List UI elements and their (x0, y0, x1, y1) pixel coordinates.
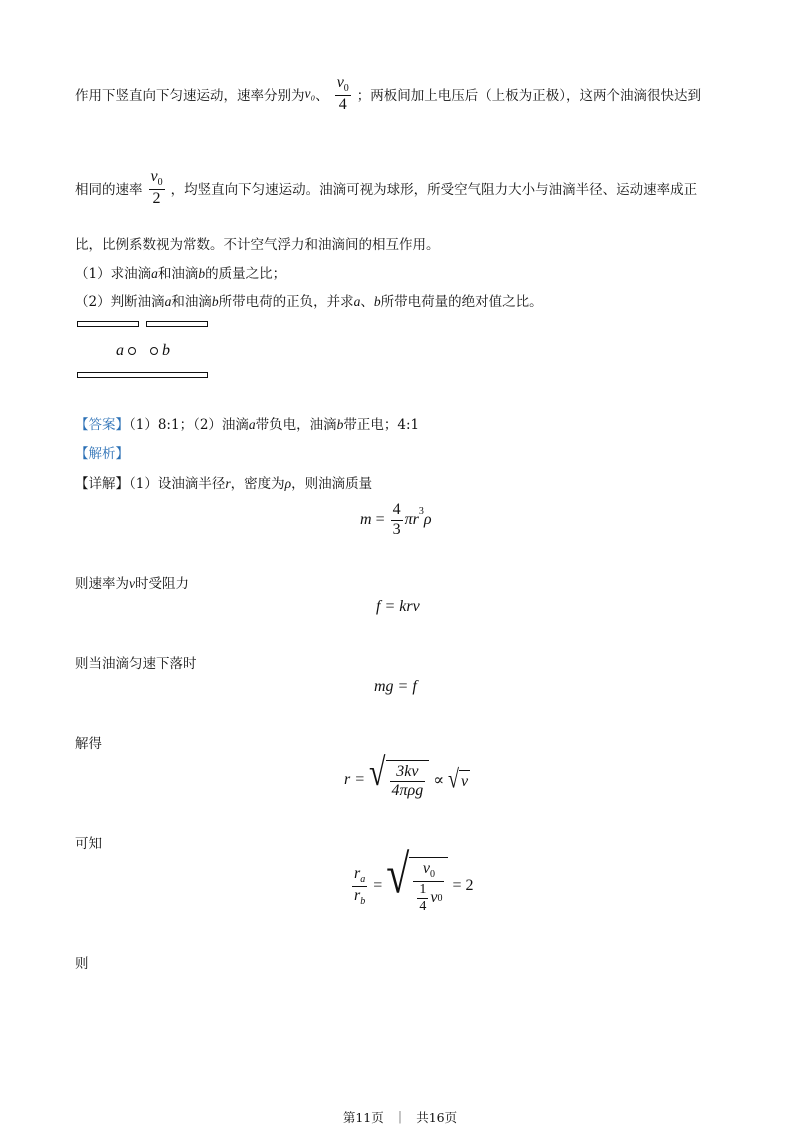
eq-m: m (360, 511, 372, 528)
sub-question-2 (75, 290, 543, 310)
answer-line (75, 413, 419, 433)
fraction-numerator: v (150, 167, 158, 185)
equation-mass (360, 498, 432, 542)
eq-r: r (354, 886, 361, 904)
question-text: ；两板间加上电压后（上板为正极），这两个油滴很快达到 (356, 88, 702, 104)
fraction-denominator: 4 (419, 898, 427, 914)
sub-question-text: （1）求油滴 (75, 266, 152, 282)
then-text: 则 (75, 956, 89, 972)
subscript-a: a (360, 874, 366, 885)
symbol-b: b (336, 417, 344, 432)
top-plate-left (77, 321, 139, 327)
question-line-1 (75, 64, 701, 124)
drop-label-b: b (162, 342, 170, 359)
fraction-ra-over-rb (352, 865, 367, 907)
fraction-3kv-over-4pirhog (390, 763, 426, 801)
eq-equals: = (369, 877, 387, 894)
top-plate-right (146, 321, 208, 327)
fraction-numerator: 3kv (396, 762, 419, 780)
answer-text: 带负电，油滴 (255, 417, 337, 433)
know-text: 可知 (75, 836, 102, 852)
question-text: 作用下竖直向下匀速运动，速率分别为 (75, 88, 305, 104)
fraction-1-over-4 (417, 882, 428, 915)
sqrt-radius (369, 750, 429, 801)
symbol-a: a (353, 294, 361, 309)
fraction-numerator-sub: 0 (157, 177, 163, 189)
oil-drops (116, 342, 170, 360)
eq-equals: = (371, 511, 389, 528)
symbol-b: b (198, 266, 206, 281)
fraction-denominator: 4πρg (391, 782, 424, 799)
fraction-numerator: v (336, 73, 344, 91)
symbol-a: a (151, 266, 158, 281)
page-total: 共16页 (416, 1110, 458, 1125)
eq-v: v (422, 860, 430, 878)
detail-label: 【详解】 (75, 476, 129, 492)
eq-rho: ρ (423, 511, 432, 528)
symbol-r: r (225, 476, 231, 491)
equation-balance: mg = f (374, 678, 417, 695)
fraction-v0-over-4 (335, 74, 351, 114)
fraction-denominator: 4 (338, 95, 347, 113)
subscript-0: 0 (429, 869, 435, 881)
sqrt-sign: √ (386, 845, 410, 906)
question-text: ，均竖直向下匀速运动。油滴可视为球形，所受空气阻力大小与油滴半径、运动速率成正 (170, 182, 698, 198)
subscript-b: b (360, 895, 366, 907)
sqrt-sign: √ (369, 750, 386, 794)
detail-text: 则速率为 (75, 576, 129, 592)
equation-radius (344, 750, 470, 806)
answer-text: （1）8:1；（2）油滴 (129, 417, 249, 433)
separator: 、 (315, 88, 329, 104)
separator: 、 (360, 294, 374, 310)
question-text: 相同的速率 (75, 182, 143, 198)
fraction-v0-over-quarter-v0 (413, 860, 444, 915)
page-number: 第11页 (342, 1110, 384, 1125)
fraction-denominator: 2 (152, 189, 161, 207)
question-line-2 (75, 158, 697, 218)
analysis-label: 【解析】 (75, 446, 129, 462)
fraction-v0-over-2 (149, 168, 165, 208)
symbol-v: v (129, 576, 135, 591)
fraction-numerator: 4 (392, 501, 401, 519)
v0-symbol: v₀ (304, 86, 316, 101)
eq-r: r (354, 864, 361, 882)
detail-text: （1）设油滴半径 (129, 476, 226, 492)
eq-result: = 2 (448, 877, 474, 894)
eq-r: r (412, 511, 419, 528)
symbol-a: a (248, 417, 256, 432)
sub-question-text: 和油滴 (171, 294, 212, 310)
sub-question-text: 的质量之比； (205, 266, 287, 282)
detail-line (75, 472, 372, 492)
equation-ratio (350, 845, 474, 920)
fraction-numerator: 1 (419, 881, 427, 897)
answer-label: 【答案】 (75, 417, 129, 433)
symbol-b: b (373, 294, 381, 309)
fraction-denominator: 3 (392, 520, 401, 538)
page-footer (0, 1108, 800, 1126)
question-line-3: 比，比例系数视为常数。不计空气浮力和油滴间的相互作用。 (75, 237, 440, 253)
oil-drop-b (150, 347, 158, 355)
solve-text: 解得 (75, 736, 102, 752)
eq-pi: π (404, 511, 413, 528)
sqrt-ratio (386, 845, 448, 915)
symbol-b: b (211, 294, 219, 309)
eq-v: v (459, 770, 470, 791)
fraction-4-over-3 (391, 501, 403, 539)
footer-divider: ｜ (393, 1110, 407, 1125)
equation-resistance: f = krv (376, 598, 420, 615)
sub-question-text: 所带电荷量的绝对值之比。 (380, 294, 543, 310)
sqrt-v: √ v (448, 765, 469, 794)
eq-r: r = (344, 771, 370, 788)
symbol-a: a (164, 294, 172, 309)
drop-label-a: a (116, 342, 124, 359)
sub-question-text: 所带电荷的正负，并求 (218, 294, 354, 310)
fraction-numerator-sub: 0 (343, 83, 349, 95)
bottom-plate (77, 372, 208, 378)
sub-question-1 (75, 262, 286, 282)
eq-proportional: ∝ (429, 772, 449, 789)
subscript-0: 0 (437, 892, 443, 904)
fall-text: 则当油滴匀速下落时 (75, 656, 197, 672)
detail-text: ，则油滴质量 (291, 476, 373, 492)
detail-text: 时受阻力 (135, 576, 189, 592)
oil-drop-a (128, 347, 136, 355)
answer-text: 带正电；4:1 (343, 417, 420, 433)
symbol-rho: ρ (284, 476, 292, 491)
eq-exponent: 3 (418, 506, 424, 517)
sub-question-text: （2）判断油滴 (75, 294, 165, 310)
detail-text: ，密度为 (230, 476, 285, 492)
speed-text (75, 572, 189, 592)
eq-v: v (430, 889, 438, 907)
sub-question-text: 和油滴 (157, 266, 199, 282)
